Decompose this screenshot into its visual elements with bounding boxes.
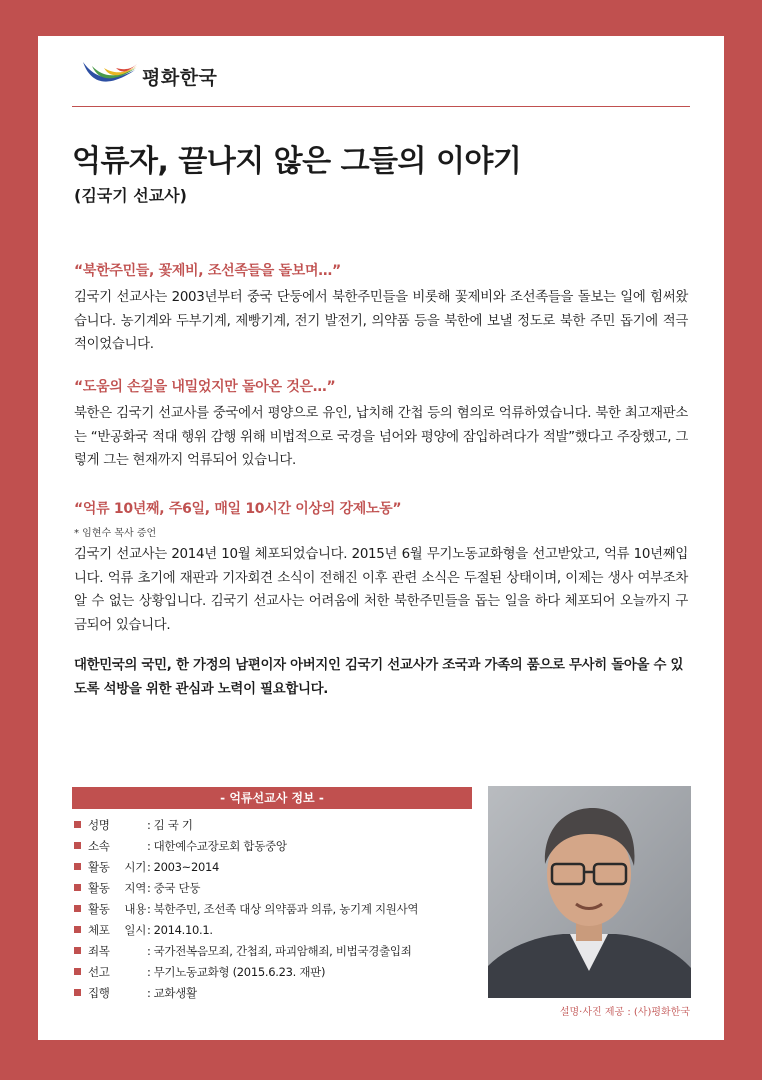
- info-item: 체포 일시: 2014.10.1.: [74, 920, 484, 941]
- info-value: 중국 단둥: [153, 881, 201, 895]
- info-header: - 억류선교사 정보 -: [72, 787, 472, 809]
- info-item: 활동 시기: 2003~2014: [74, 857, 484, 878]
- section-body: 북한은 김국기 선교사를 중국에서 평양으로 유인, 납치해 간첩 등의 혐의로 억류하였습니다. 북한 최고재판소는 “반공화국 적대 행위 감행 위해 비법적으로 국경을 넘어와 평양에 잠입하려다가 적발”했다고 주장했고, 그렇게 그는 현재까지 억류되어 있습니다.: [74, 406, 688, 468]
- section-body: 김국기 선교사는 2003년부터 중국 단둥에서 북한주민들을 비롯해 꽃제비와 조선족들을 돌보는 일에 힘써왔습니다. 농기계와 두부기계, 제빵기계, 전기 발전기, 의약품 등을 북한에 보낼 정도로 북한 주민 돕기에 적극적이었습니다.: [74, 290, 688, 352]
- page-title: 억류자, 끝나지 않은 그들의 이야기: [72, 144, 522, 179]
- section-1: [74, 260, 688, 357]
- info-value: 2003~2014: [153, 860, 220, 874]
- section-3: [74, 498, 688, 637]
- square-bullet-icon: [74, 968, 81, 975]
- info-label: 죄목: [88, 944, 110, 958]
- info-label: 성명: [88, 818, 110, 832]
- square-bullet-icon: [74, 989, 81, 996]
- section-heading: “억류 10년째, 주6일, 매일 10시간 이상의 강제노동”: [74, 501, 402, 517]
- info-value: 국가전복음모죄, 간첩죄, 파괴암해죄, 비법국경출입죄: [153, 944, 412, 958]
- portrait-image: [488, 786, 691, 998]
- info-label: 선고: [88, 965, 110, 979]
- square-bullet-icon: [74, 821, 81, 828]
- section-body: 김국기 선교사는 2014년 10월 체포되었습니다. 2015년 6월 무기노동교화형을 선고받았고, 억류 10년째입니다. 억류 초기에 재판과 기자회견 소식이 전해진 이후 관련 소식은 두절된 상태이며, 이제는 생사 여부조차 알 수 없는 상황입니다. 김국기 선교사는 어려움에 처한 북한주민들을 돕는 일을 하다 체포되어 오늘까지 구금되어 있습니다.: [74, 547, 688, 633]
- info-list: [74, 815, 484, 1004]
- info-label: 소속: [88, 839, 110, 853]
- info-item: 성명 : 김 국 기: [74, 815, 484, 836]
- document-page: [38, 36, 724, 1040]
- info-value: 교화생활: [153, 986, 197, 1000]
- logo-text: 평화한국: [142, 66, 218, 89]
- square-bullet-icon: [74, 926, 81, 933]
- square-bullet-icon: [74, 905, 81, 912]
- square-bullet-icon: [74, 884, 81, 891]
- info-label: 집행: [88, 986, 110, 1000]
- info-value: 김 국 기: [153, 818, 193, 832]
- info-item: 활동 내용: 북한주민, 조선족 대상 의약품과 의류, 농기계 지원사역: [74, 899, 484, 920]
- info-value: 무기노동교화형 (2015.6.23. 재판): [153, 965, 326, 979]
- info-label: 활동 지역: [88, 881, 146, 895]
- info-value: 2014.10.1.: [153, 923, 213, 937]
- section-heading: “북한주민들, 꽃제비, 조선족들을 돌보며…”: [74, 263, 341, 279]
- portrait-photo: [488, 786, 691, 998]
- logo: [80, 52, 217, 100]
- square-bullet-icon: [74, 863, 81, 870]
- closing-section: [74, 654, 688, 701]
- info-item: 집행 : 교화생활: [74, 983, 484, 1004]
- logo-swoosh-icon: [80, 56, 138, 96]
- square-bullet-icon: [74, 947, 81, 954]
- section-2: [74, 376, 688, 473]
- info-label: 활동 내용: [88, 902, 146, 916]
- page-subtitle: (김국기 선교사): [74, 186, 187, 205]
- photo-credit: 설명·사진 제공 : (사)평화한국: [559, 1007, 690, 1018]
- section-heading: “도움의 손길을 내밀었지만 돌아온 것은…”: [74, 379, 336, 395]
- info-value: 대한예수교장로회 합동중앙: [153, 839, 287, 853]
- info-item: 활동 지역: 중국 단둥: [74, 878, 484, 899]
- info-label: 활동 시기: [88, 860, 146, 874]
- info-item: 죄목 : 국가전복음모죄, 간첩죄, 파괴암해죄, 비법국경출입죄: [74, 941, 484, 962]
- info-value: 북한주민, 조선족 대상 의약품과 의류, 농기계 지원사역: [153, 902, 419, 916]
- section-note: * 임현수 목사 증언: [74, 528, 157, 539]
- header-divider: [72, 106, 690, 107]
- closing-text: 대한민국의 국민, 한 가정의 남편이자 아버지인 김국기 선교사가 조국과 가족의 품으로 무사히 돌아올 수 있도록 석방을 위한 관심과 노력이 필요합니다.: [74, 658, 684, 697]
- square-bullet-icon: [74, 842, 81, 849]
- info-label: 체포 일시: [88, 923, 146, 937]
- info-item: 선고 : 무기노동교화형 (2015.6.23. 재판): [74, 962, 484, 983]
- info-item: 소속 : 대한예수교장로회 합동중앙: [74, 836, 484, 857]
